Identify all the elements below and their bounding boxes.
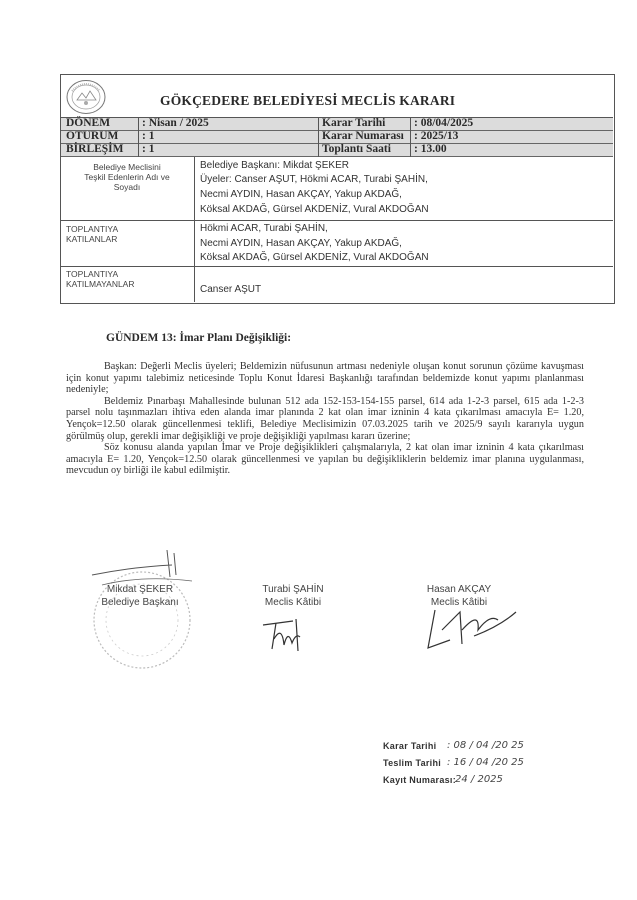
handwritten-signature-icon [420,600,520,655]
council-line: Belediye Başkanı: Mikdat ŞEKER [200,160,349,171]
council-line: Köksal AKDAĞ, Gürsel AKDENİZ, Vural AKDOĞAN [200,204,429,215]
council-label [62,162,192,192]
official-seal-stamp [72,545,212,675]
signatory-name: Turabi ŞAHİN [262,584,324,595]
signatory-name: Hasan AKÇAY [426,584,492,595]
body-paragraph-3: Söz konusu alanda yapılan İmar ve Proje değişiklikleri çalışmalarıyla, 2 kat olan imar izninin 4 kata çıkarılması amacıyla E= 1.20, Yençok=12.50 olarak güncellenmesi ve yapılan bu değişikliklerin beldemiz imar planına uygulanması, mevcudun oy birliği ile kabul edilmiştir. [66,442,584,477]
attendees-label-line: KATILANLAR [66,234,118,244]
karar-numarasi-label: Karar Numarası [322,130,404,142]
info-divider-2 [318,118,319,157]
council-label-line: Teşkil Edenlerin Adı ve [84,172,170,182]
attendee-line: Hökmi ACAR, Turabi ŞAHİN, [200,223,328,234]
stamp-teslim-value: : 16 / 04 /20 25 [447,757,524,768]
oturum-label: OTURUM [66,130,119,142]
attendees-label [66,224,118,244]
donem-label: DÖNEM [66,117,111,129]
municipality-seal-icon [66,79,106,115]
row-divider-2 [61,266,613,267]
council-line: Necmi AYDIN, Hasan AKÇAY, Yakup AKDAĞ, [200,189,402,200]
donem-value: : Nisan / 2025 [142,117,209,129]
info-divider-3 [410,118,411,157]
stamp-teslim-label: Teslim Tarihi [383,758,442,768]
signatory-title: Meclis Kâtibi [264,597,322,608]
signatory-title: Meclis Kâtibi [430,597,488,608]
karar-numarasi-value: : 2025/13 [414,130,459,142]
attendees-label-line: TOPLANTIYA [66,224,119,234]
karar-tarihi-value: : 08/04/2025 [414,117,474,129]
stamp-kayit-value: 24 / 2025 [455,774,503,785]
council-label-line: Soyadı [113,182,141,192]
stamp-karar-value: : 08 / 04 /20 25 [447,740,524,751]
toplanti-saati-value: : 13.00 [414,143,447,155]
agenda-title: GÜNDEM 13: İmar Planı Değişikliği: [106,332,292,344]
signatory-title: Belediye Başkanı [101,597,179,608]
toplanti-saati-label: Toplantı Saati [322,143,391,155]
birlesim-label: BİRLEŞİM [66,143,124,155]
absentee-line: Canser AŞUT [200,284,262,295]
council-label-line: Belediye Meclisini [93,162,161,172]
signatory-name: Mikdat ŞEKER [106,584,174,595]
absentees-label-line: TOPLANTIYA [66,269,119,279]
oturum-value: : 1 [142,130,155,142]
handwritten-signature-icon [258,615,308,655]
attendee-line: Köksal AKDAĞ, Gürsel AKDENİZ, Vural AKDOĞAN [200,252,429,263]
row-divider-1 [61,220,613,221]
stamp-kayit-label: Kayıt Numarası: [383,775,457,785]
absentees-label [66,269,135,289]
body-paragraph-2: Beldemiz Pınarbaşı Mahallesinde bulunan 512 ada 152-153-154-155 parsel, 614 ada 1-2-3 parsel, 615 ada 1-2-3 parsel nolu taşınmazları ihtiva eden alanda imar planında 2 kat olan imar izninin 4 kata çıkarılması amacıyla E= 1.20, Yençok=12.50 olarak güncellenmesi teklifi, Belediye Meclisimizin 07.03.2025 tarih ve 2025/9 sayılı kararıyla uygun görülmüş olup, gerekli imar değişikliği ve proje değişikliği yapılması kararı üzerine; [66,395,584,442]
stamp-karar-label: Karar Tarihi [383,741,437,751]
document-title: GÖKÇEDERE BELEDİYESİ MECLİS KARARI [160,93,456,108]
members-divider [194,157,195,302]
decision-body [66,361,584,477]
birlesim-value: : 1 [142,143,155,155]
karar-tarihi-label: Karar Tarihi [322,117,386,129]
attendee-line: Necmi AYDIN, Hasan AKÇAY, Yakup AKDAĞ, [200,238,402,249]
council-line: Üyeler: Canser AŞUT, Hökmi ACAR, Turabi ŞAHİN, [200,174,428,185]
signature-mayor [80,583,200,609]
absentees-label-line: KATILMAYANLAR [66,279,135,289]
body-paragraph-1: Başkan: Değerli Meclis üyeleri; Beldemizin nüfusunun artması nedeniyle oluşan konut sorunun çözüme kavuşması için konut yapımı talebimiz neticesinde Toplu Konut İdaresi Başkanlığı tarafından beldemizde konut yapımı planlanması nedeniyle; [66,361,584,396]
signature-clerk-1 [238,583,348,609]
info-divider-1 [138,118,139,157]
